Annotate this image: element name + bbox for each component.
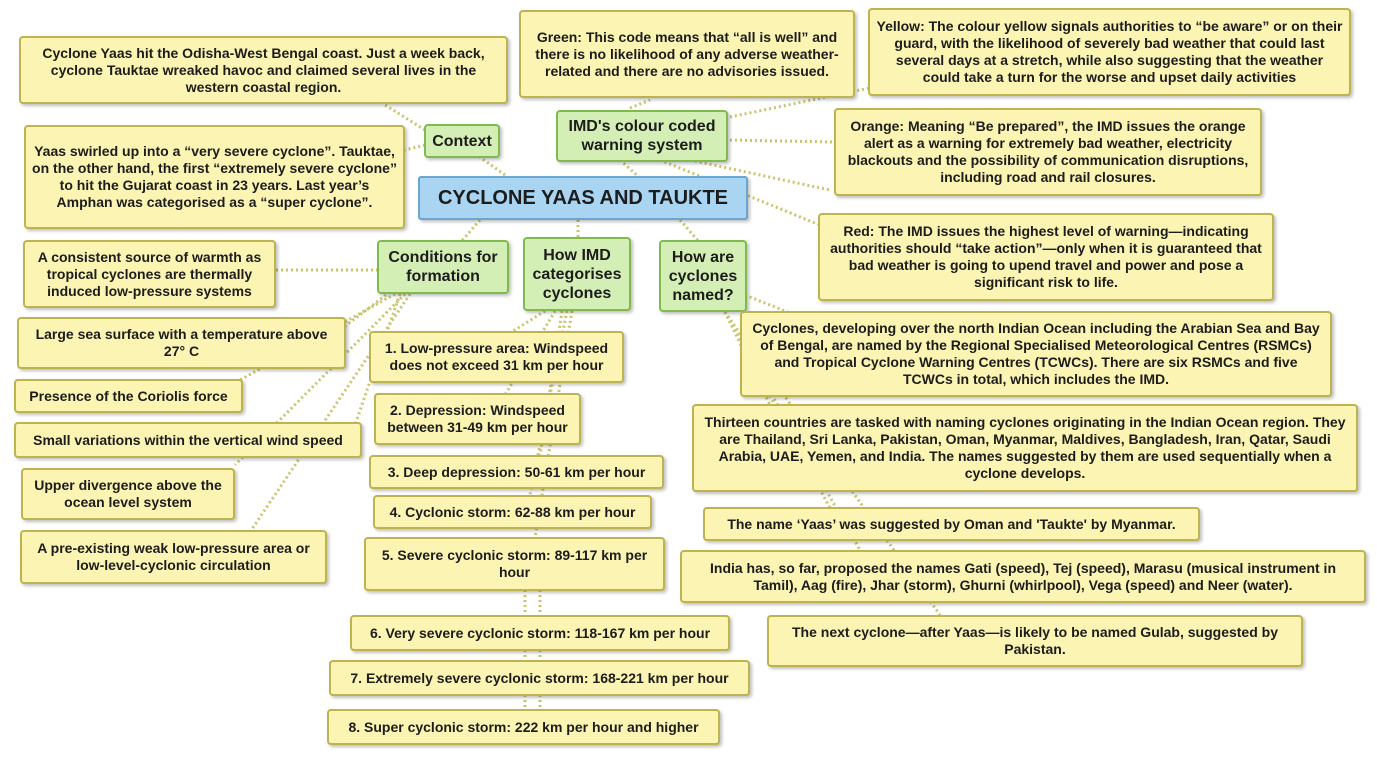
- condition-item: Small variations within the vertical wind speed: [14, 422, 362, 458]
- warning-orange: Orange: Meaning “Be prepared”, the IMD issues the orange alert as a warning for extremely bad weather, electricity blackouts and the possibility of communication disruptions, including road and rail closures.: [834, 108, 1262, 196]
- naming-note: Thirteen countries are tasked with naming cyclones originating in the Indian Ocean region. They are Thailand, Sri Lanka, Pakistan, Oman, Myanmar, Maldives, Bangladesh, Iran, Qatar, Saudi Arabia, UAE, Yemen, and India. The names suggested by them are used sequentially when a cyclone develops.: [692, 404, 1358, 492]
- category-level: 3. Deep depression: 50-61 km per hour: [369, 455, 664, 489]
- category-level: 5. Severe cyclonic storm: 89-117 km per hour: [364, 537, 665, 591]
- category-conditions: Conditions for formation: [377, 240, 509, 294]
- condition-item: Upper divergence above the ocean level system: [21, 468, 235, 520]
- naming-note: Cyclones, developing over the north Indian Ocean including the Arabian Sea and Bay of Bengal, are named by the Regional Specialised Meteorological Centres (RSMCs) and Tropical Cyclone Warning Centres (TCWCs). There are six RSMCs and five TCWCs in total, which includes the IMD.: [740, 311, 1332, 397]
- category-level: 6. Very severe cyclonic storm: 118-167 km per hour: [350, 615, 730, 651]
- condition-item: A pre-existing weak low-pressure area or low-level-cyclonic circulation: [20, 530, 327, 584]
- category-level: 2. Depression: Windspeed between 31-49 km per hour: [374, 393, 581, 445]
- page-title: CYCLONE YAAS AND TAUKTE: [418, 176, 748, 220]
- condition-item: Large sea surface with a temperature above 27° C: [17, 317, 346, 369]
- category-categorises: How IMD categorises cyclones: [523, 237, 631, 311]
- condition-item: Presence of the Coriolis force: [14, 379, 243, 413]
- naming-note: India has, so far, proposed the names Gati (speed), Tej (speed), Marasu (musical instrument in Tamil), Aag (fire), Jhar (storm), Ghurni (whirlpool), Vega (speed) and Neer (water).: [680, 550, 1366, 603]
- category-level: 7. Extremely severe cyclonic storm: 168-221 km per hour: [329, 660, 750, 696]
- category-level: 4. Cyclonic storm: 62-88 km per hour: [373, 495, 652, 529]
- category-level: 1. Low-pressure area: Windspeed does not exceed 31 km per hour: [369, 331, 624, 383]
- category-warning-system: IMD's colour coded warning system: [556, 110, 728, 162]
- condition-item: A consistent source of warmth as tropical cyclones are thermally induced low-pressure systems: [23, 240, 276, 308]
- context-note: Cyclone Yaas hit the Odisha-West Bengal coast. Just a week back, cyclone Tauktae wreaked havoc and claimed several lives in the western coastal region.: [19, 36, 508, 104]
- category-level: 8. Super cyclonic storm: 222 km per hour and higher: [327, 709, 720, 745]
- naming-note: The next cyclone—after Yaas—is likely to be named Gulab, suggested by Pakistan.: [767, 615, 1303, 667]
- category-context: Context: [424, 124, 500, 158]
- warning-green: Green: This code means that “all is well” and there is no likelihood of any adverse weather-related and there are no advisories issued.: [519, 10, 855, 98]
- context-note: Yaas swirled up into a “very severe cyclone”. Tauktae, on the other hand, the first “extremely severe cyclone” to hit the Gujarat coast in 23 years. Last year’s Amphan was categorised as a “super cyclone”.: [24, 125, 405, 229]
- category-named: How are cyclones named?: [659, 240, 747, 312]
- warning-red: Red: The IMD issues the highest level of warning—indicating authorities should “take action”—only when it is guaranteed that bad weather is going to upend travel and power and pose a significant risk to life.: [818, 213, 1274, 301]
- naming-note: The name ‘Yaas’ was suggested by Oman and 'Taukte' by Myanmar.: [703, 507, 1200, 541]
- warning-yellow: Yellow: The colour yellow signals authorities to “be aware” or on their guard, with the likelihood of severely bad weather that could last several days at a stretch, while also suggesting that the weather could take a turn for the worse and upset daily activities: [868, 8, 1351, 96]
